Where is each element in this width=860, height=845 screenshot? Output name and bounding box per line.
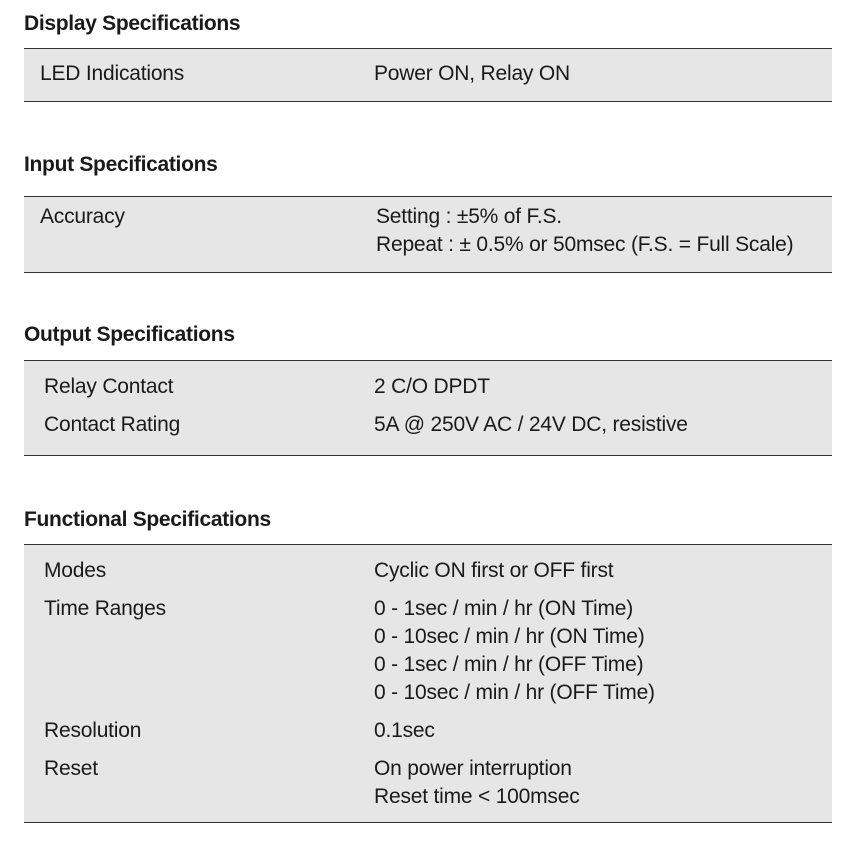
- spec-label: Time Ranges: [44, 597, 166, 620]
- spec-value: [374, 557, 613, 585]
- spec-value-line: Reset time < 100msec: [374, 785, 580, 808]
- spec-table: [24, 48, 832, 102]
- spec-label: LED Indications: [40, 62, 185, 85]
- spec-value-line: Power ON, Relay ON: [374, 62, 570, 85]
- spec-table: [24, 544, 832, 823]
- spec-value-line: 5A @ 250V AC / 24V DC, resistive: [374, 413, 688, 436]
- spec-value-line: 0 - 10sec / min / hr (ON Time): [374, 625, 645, 648]
- spec-value: [374, 595, 655, 707]
- spec-value: [374, 717, 435, 745]
- spec-value-line: 0 - 1sec / min / hr (ON Time): [374, 597, 634, 620]
- spec-value-line: Setting : ±5% of F.S.: [376, 205, 562, 228]
- spec-value: [374, 755, 580, 811]
- spec-label: Relay Contact: [44, 375, 174, 398]
- spec-value-line: 0 - 10sec / min / hr (OFF Time): [374, 681, 655, 704]
- section-title: Display Specifications: [24, 12, 241, 35]
- spec-value-line: 2 C/O DPDT: [374, 375, 490, 398]
- spec-label: Accuracy: [40, 205, 125, 228]
- section-title: Input Specifications: [24, 153, 218, 176]
- spec-table: [24, 196, 832, 273]
- spec-table: [24, 360, 832, 456]
- spec-label: Contact Rating: [44, 413, 181, 436]
- spec-value: [374, 373, 490, 401]
- spec-value-line: Repeat : ± 0.5% or 50msec (F.S. = Full Scale): [376, 233, 794, 256]
- spec-value: [374, 60, 570, 88]
- section-title: Output Specifications: [24, 323, 235, 346]
- section-title: Functional Specifications: [24, 508, 271, 531]
- spec-value: [376, 203, 793, 259]
- spec-label: Modes: [44, 559, 107, 582]
- spec-label: Resolution: [44, 719, 142, 742]
- spec-value-line: 0.1sec: [374, 719, 435, 742]
- spec-value-line: Cyclic ON first or OFF first: [374, 559, 614, 582]
- spec-value-line: 0 - 1sec / min / hr (OFF Time): [374, 653, 644, 676]
- spec-value-line: On power interruption: [374, 757, 572, 780]
- spec-value: [374, 411, 688, 439]
- spec-label: Reset: [44, 757, 98, 780]
